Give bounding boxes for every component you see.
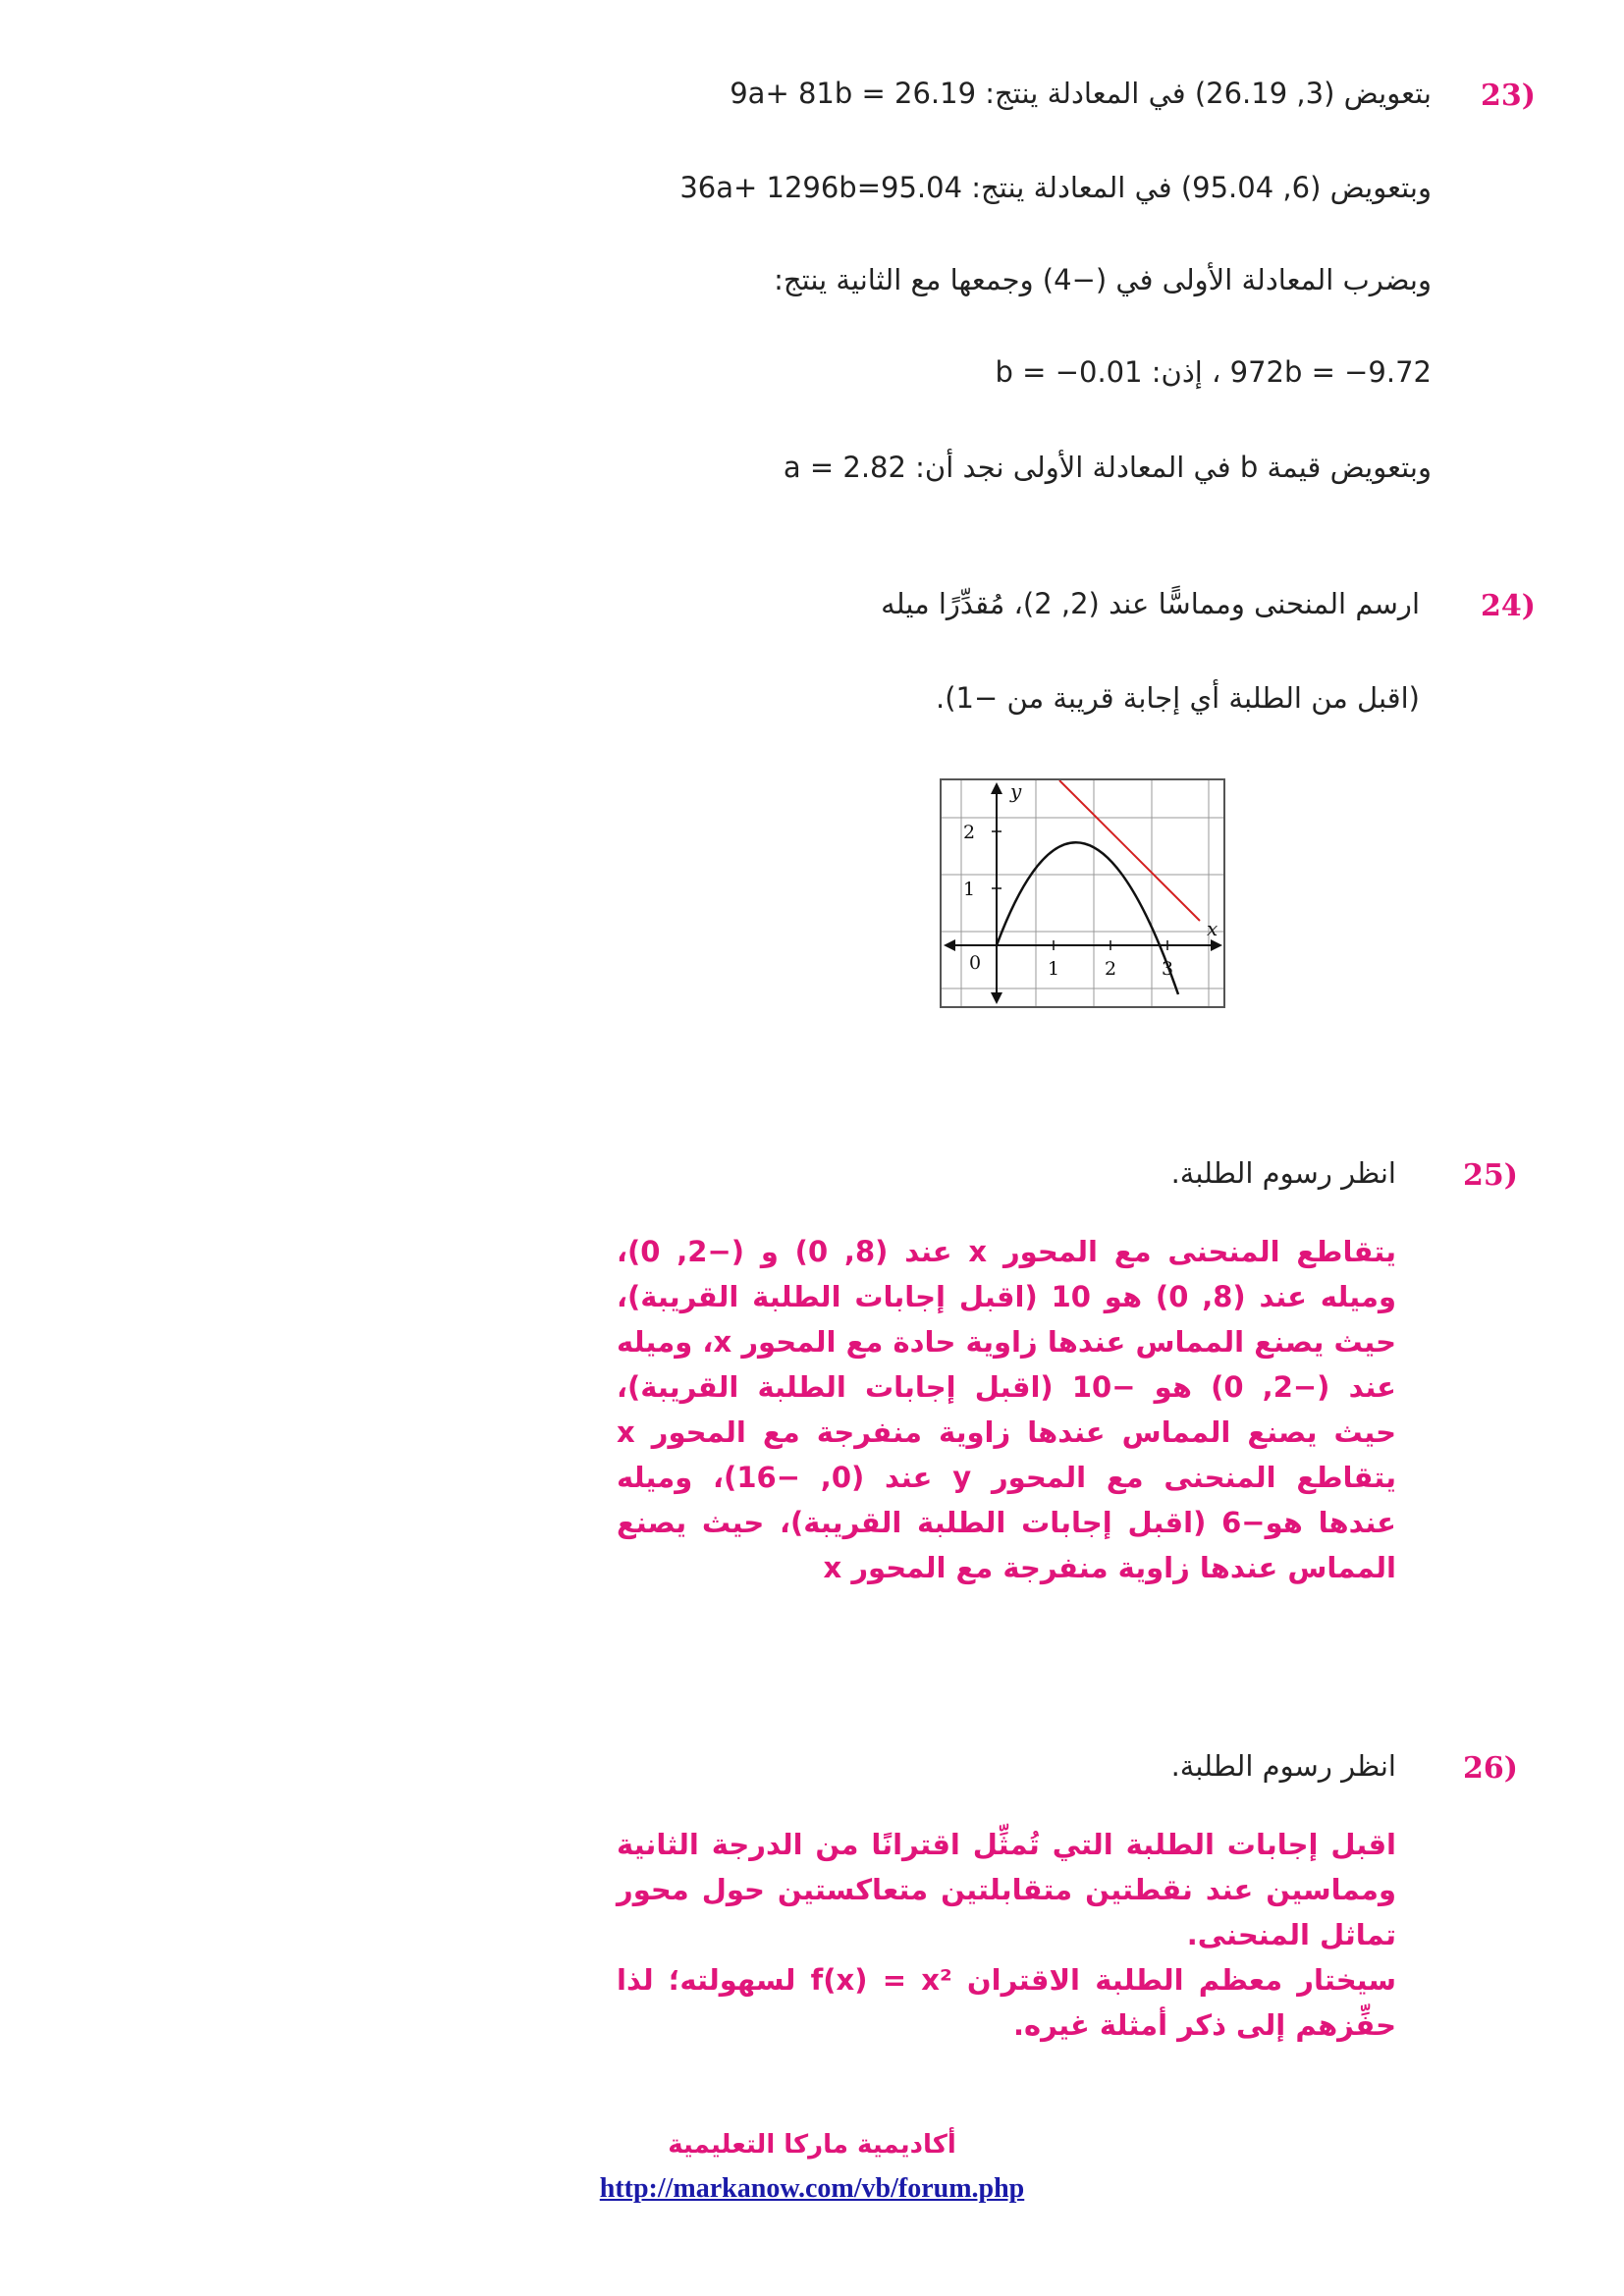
y-axis-arrow-up	[991, 782, 1002, 794]
grid-lines	[942, 780, 1223, 1006]
q25-paragraph-text: يتقاطع المنحنى مع المحور x عند (8, 0) و (−2, 0)، وميله عند (8, 0) هو 10 (اقبل إجابات الطلبة القريبة)، حيث يصنع المماس عندها زاوية حادة مع المحور x، وميله عند (−2, 0) هو −10 (اقبل إجابات الطلبة القريبة)، حيث يصنع المماس عندها زاوية منفرجة مع المحور x يتقاطع المنحنى مع المحور y عند (0, −16)، وميله عندها هو−6 (اقبل إجابات الطلبة القريبة)، حيث يصنع المماس عندها زاوية منفرجة مع المحور x	[617, 1235, 1396, 1584]
q23-line-3: وبضرب المعادلة الأولى في (−4) وجمعها مع الثانية ينتج:	[774, 263, 1432, 296]
y-tick-label-1: 1	[963, 879, 976, 900]
footer-academy-name: أكاديمية ماركا التعليمية	[668, 2130, 956, 2160]
question-25-number: 25)	[1463, 1158, 1518, 1193]
q26-paragraph-1-text: اقبل إجابات الطلبة التي تُمثِّل اقترانًا من الدرجة الثانية ومماسين عند نقطتين متقابلتين متعاكستين حول محور تماثل المنحنى.	[617, 1828, 1396, 1951]
graph-svg	[942, 780, 1223, 1006]
parabola-curve	[997, 842, 1178, 994]
x-axis-label: x	[1207, 917, 1218, 940]
x-axis-arrow-left	[944, 939, 955, 951]
footer-link[interactable]: http://markanow.com/vb/forum.php	[599, 2173, 1025, 2204]
x-tick-label-3: 3	[1162, 958, 1174, 980]
q25-paragraph	[617, 1229, 1396, 1590]
y-axis-label: y	[1010, 780, 1022, 803]
parabola-tangent-graph	[940, 778, 1225, 1008]
x-tick-label-2: 2	[1105, 958, 1117, 980]
x-axis-arrow-right	[1211, 939, 1222, 951]
q25-line-1: انظر رسوم الطلبة.	[1170, 1156, 1396, 1190]
q24-line-2: (اقبل من الطلبة أي إجابة قريبة من −1).	[935, 681, 1420, 715]
q26-paragraph-2	[617, 1957, 1396, 2048]
q23-line-2: وبتعويض (6, 95.04) في المعادلة ينتج: 95.04=36a+ 1296b	[679, 171, 1432, 204]
q23-line-4: 972b = −9.72 ، إذن: b = −0.01	[995, 355, 1432, 389]
q23-line-1: بتعويض (3, 26.19) في المعادلة ينتج: 26.19 = 9a+ 81b	[730, 77, 1432, 110]
q26-paragraph-1	[617, 1822, 1396, 1957]
question-26-number: 26)	[1463, 1751, 1518, 1786]
q26-line-1: انظر رسوم الطلبة.	[1170, 1749, 1396, 1783]
origin-label: 0	[969, 952, 982, 974]
question-24-number: 24)	[1481, 589, 1536, 623]
tangent-line	[1059, 780, 1200, 921]
question-23-number: 23)	[1481, 79, 1536, 113]
q23-line-5: وبتعويض قيمة b في المعادلة الأولى نجد أن: a = 2.82	[783, 451, 1432, 484]
x-tick-label-1: 1	[1048, 958, 1060, 980]
q26-paragraph-2-text: سيختار معظم الطلبة الاقتران f(x) = x² لسهولته؛ لذا حفِّزهم إلى ذكر أمثلة غيره.	[617, 1963, 1396, 2042]
q24-line-1: ارسم المنحنى ومماسًّا عند (2, 2)، مُقدِّرًا ميله	[881, 587, 1420, 620]
y-axis-arrow-down	[991, 992, 1002, 1004]
y-tick-label-2: 2	[963, 822, 976, 843]
